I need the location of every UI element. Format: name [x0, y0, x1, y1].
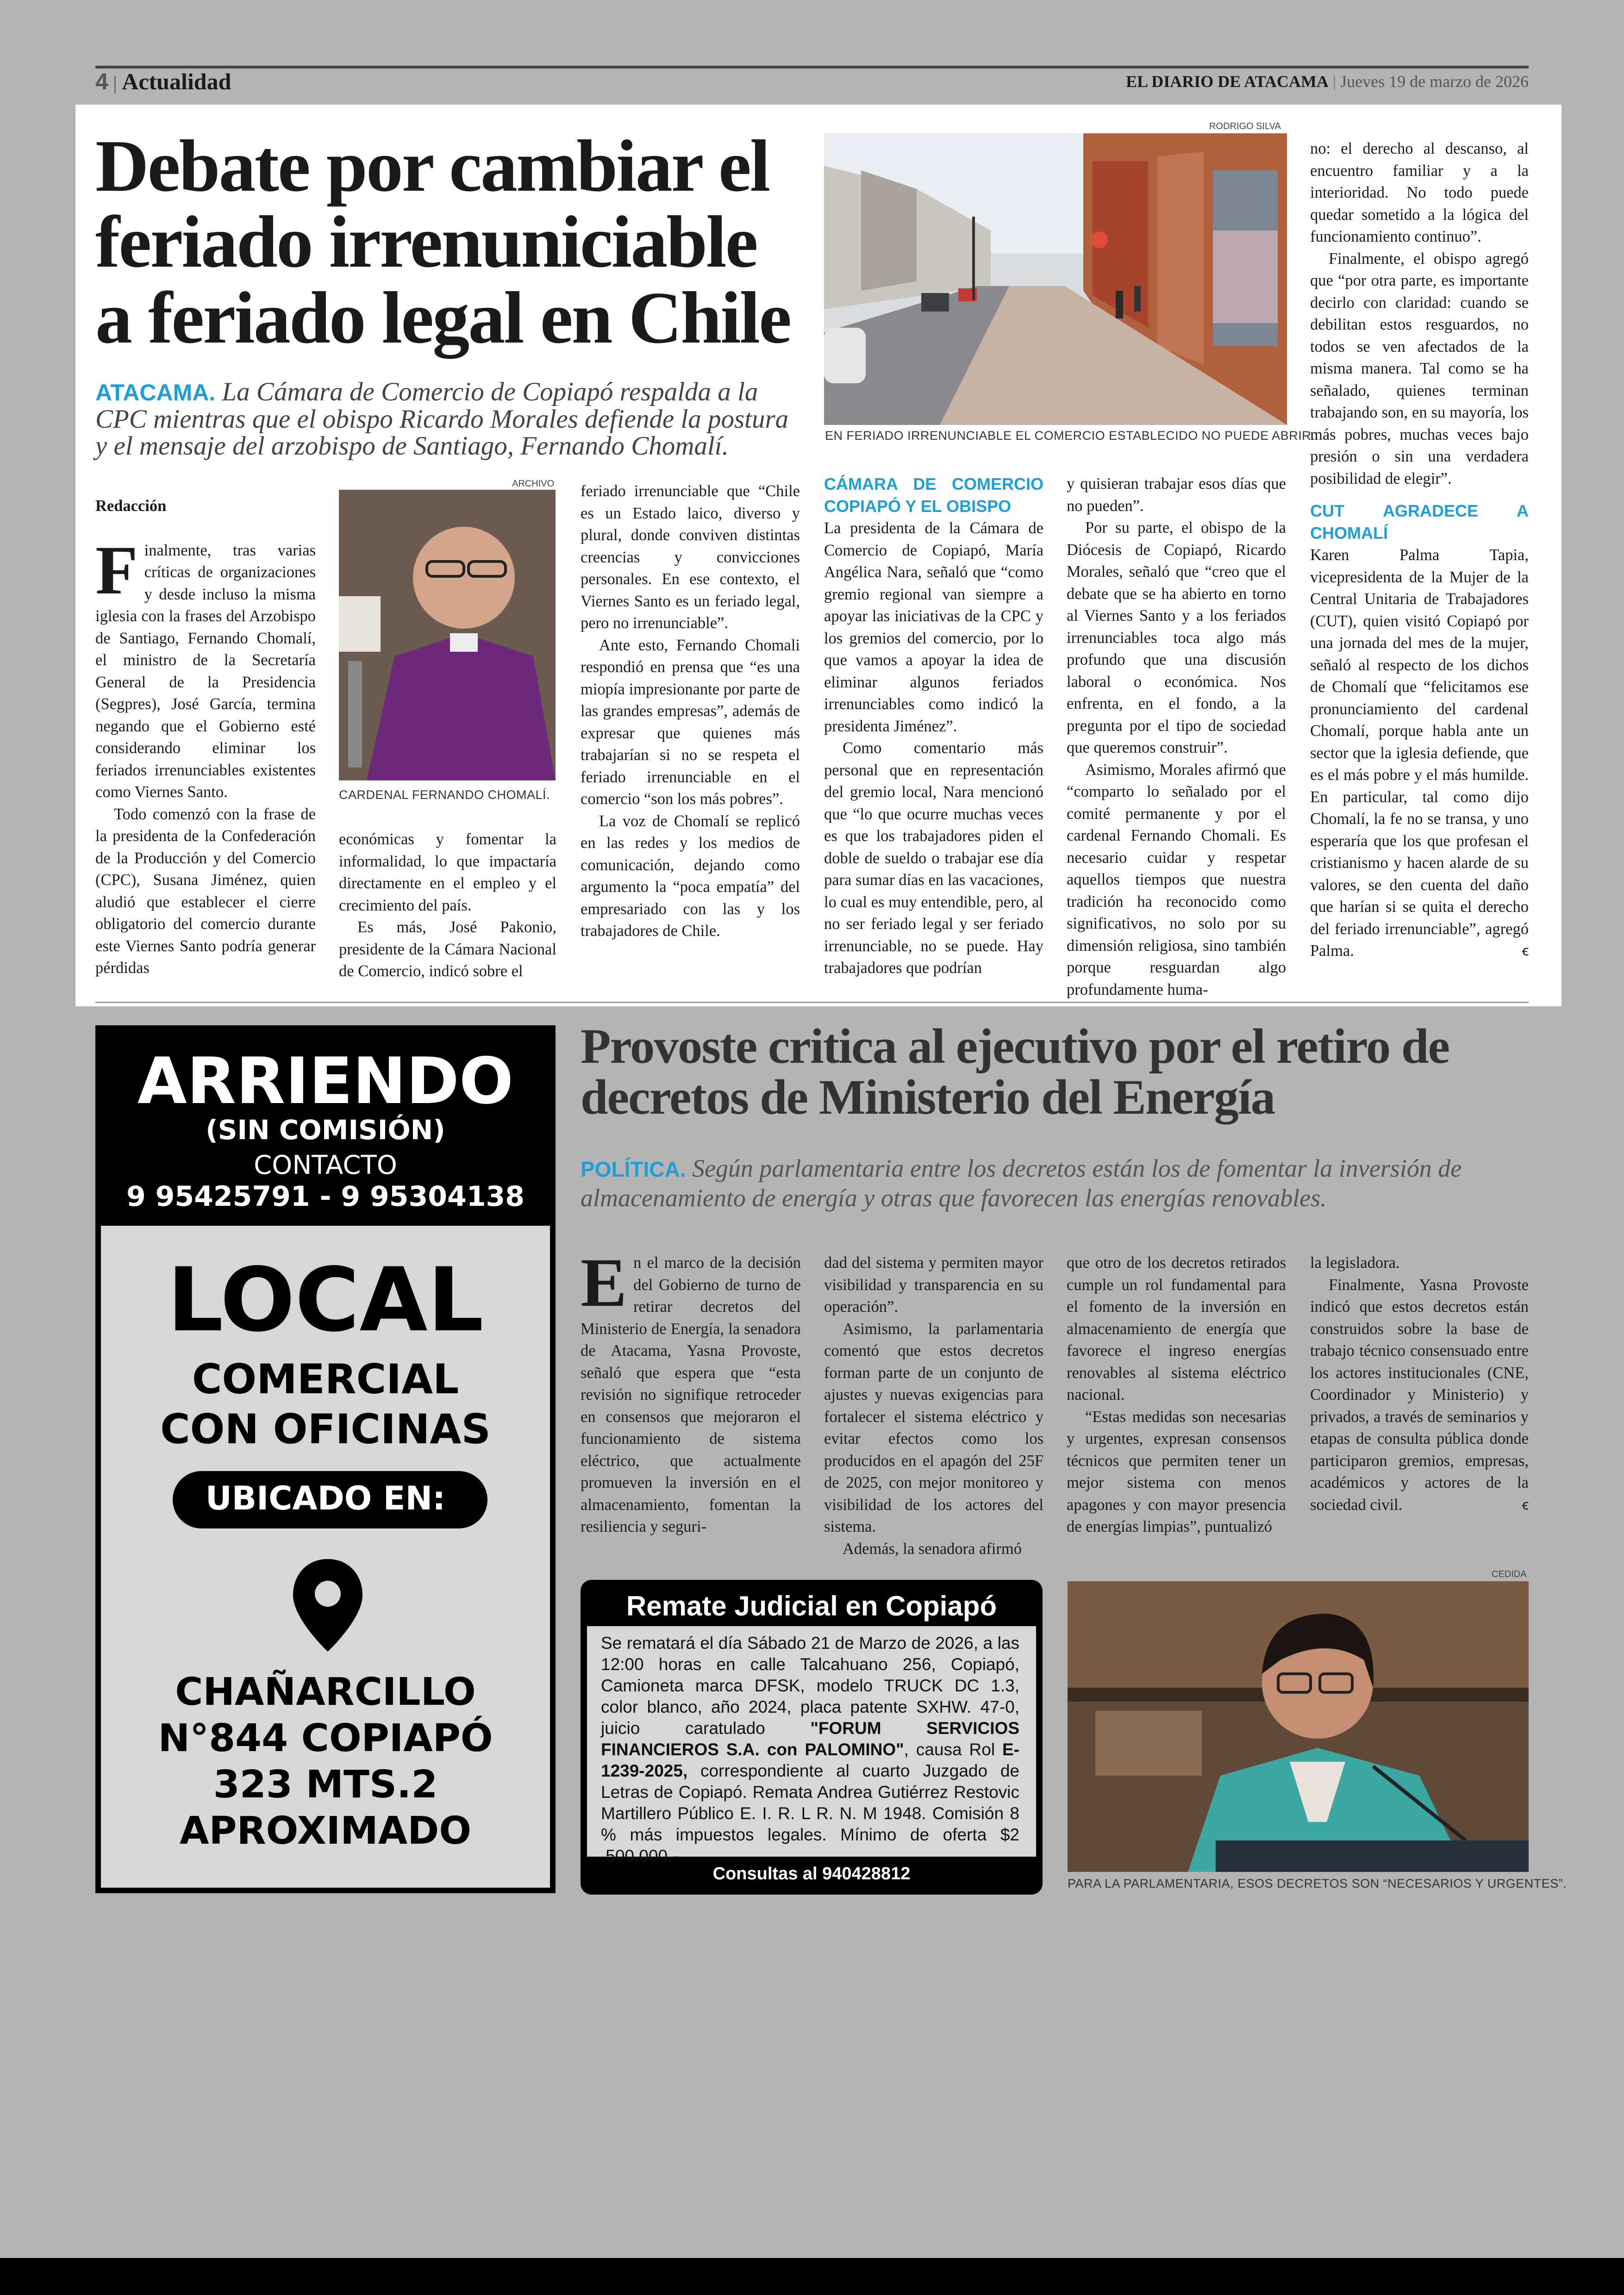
article2-title: Provoste critica al ejecutivo por el retiro de decretos de Ministerio del Energía — [581, 1019, 1449, 1125]
auction-contact: Consultas al 940428812 — [712, 1864, 911, 1883]
article1-dek: ATACAMA. La Cámara de Comercio de Copiapó respalda a la CPC mientras que el obispo Ricardo Morales defiende la postura y el mensaje del arzobispo de Santiago, Fernando Chomalí. — [95, 377, 789, 461]
ad-arriendo: ARRIENDO — [137, 1044, 514, 1118]
article1-column-3: feriado irrenunciable que “Chile es un Estado laico, diverso y plural, donde conviven distintas creencias y convicciones personales. En ese contexto, el Viernes Santo es un feriado legal, pero no irrenunciable”. Ante esto, Fernando Chomali respondió en prensa que “es una miopía impresionante por parte de las grandes empresas”, además de expresar que quienes más trabajarían si no se respeta el feriado irrenunciable en el comercio “son los más pobres”. La voz de Chomalí se replicó en las redes y los medios de comunicación, dejando como argumento la “poca empatía” del empresariado con las y los trabajadores de Chile. — [581, 482, 800, 940]
subhead-cut: CUT AGRADECE A CHOMALÍ — [1310, 501, 1529, 543]
article1-dropcap: F — [95, 531, 138, 609]
article2-column-2: dad del sistema y permiten mayor visibilidad y transparencia en su operación”. Asimismo, la parlamentaria comentó que estos decretos forman parte de un conjunto de ajustes y nuevas exigencias para fortalecer el sistema eléctrico y evitar efectos como los producidos en el apagón del 25F de 2025, con mejor monitoreo y visibilidad de los actores del sistema. Además, la senadora afirmó — [824, 1254, 1043, 1558]
photo3-caption: PARA LA PARLAMENTARIA, ESOS DECRETOS SON “NECESARIOS Y URGENTES”. — [1068, 1877, 1567, 1890]
page-header: 4 | Actualidad EL DIARIO DE ATACAMA | Jueves 19 de marzo de 2026 — [95, 69, 1529, 94]
photo2-credit: RODRIGO SILVA — [1209, 121, 1281, 131]
bottom-bar — [0, 2258, 1624, 2295]
article2-dropcap: E — [581, 1244, 627, 1321]
location-pin-icon — [293, 1559, 362, 1652]
ad-phones: 9 95425791 - 9 95304138 — [126, 1180, 525, 1213]
ad-address-number: N°844 COPIAPÓ — [158, 1716, 493, 1760]
ad-area: 323 MTS.2 — [213, 1763, 438, 1807]
article1-column-6: no: el derecho al descanso, al encuentro familiar y a la interioridad. No todo puede quedar sometido a la lógica del funcionamiento continuo”. Finalmente, el obispo agregó que “por otra parte, es importante decirlo con claridad: cuando se debilitan estos resguardos, no todos se ven afectados de la misma manera. Tal como se ha señalado, quienes terminan trabajando son, en su mayoría, los más pobres, muchas veces bajo presión o sin una verdadera posibilidad de elegir”. CUT AGRADECE A CHOMALÍ Karen Palma Tapia, vicepresidenta de la Mujer de la Central Unitaria de Trabajadores (CUT), quien visitó Copiapó por una jornada del mes de la mujer, señaló al respecto de los dichos de Chomalí que “felicitamos ese pronunciamiento del cardenal Chomalí, porque habla ante un sector que la iglesia defiende, que es el más pobre y el más humilde. En particular, tal como dijo Chomalí, la fe no se transa, y uno esperaría que los que profesan el cristianismo y hacen alarde de su valores, se den cuenta del daño que harían si se quita el derecho del feriado irrenunciable”, agregó Palma. ꞓ — [1310, 138, 1529, 962]
section-divider — [95, 1002, 1529, 1003]
senator-photo — [1068, 1581, 1529, 1872]
article1-column-5: y quisieran trabajar esos días que no pueden”. Por su parte, el obispo de la Diócesis de Copiapó, Ricardo Morales, señaló que “creo que el debate que se ha abierto en torno al Viernes Santo y a los feriados irrenunciables toca algo más profundo que una discusión laboral o económica. Nos enfrenta, en el fondo, a la pregunta por el tipo de sociedad que queremos construir”. Asimismo, Morales afirmó que “comparto lo señalado por el comité permanente y por el cardenal Fernando Chomali. Es necesario cuidar y respetar aquellos tiempos que nuestra tradición ha reconocido como significativos, no solo por su dimensión religiosa, sino también porque resguardan algo profundamente huma- — [1067, 475, 1286, 998]
end-mark: ꞓ — [1522, 943, 1529, 959]
ad-oficinas: CON OFICINAS — [160, 1405, 491, 1453]
article2-column-4: la legisladora. Finalmente, Yasna Provoste indicó que estos decretos están construidos sobre la base de trabajo técnico consensuado entre los actores institucionales (CNE, Coordinador y Ministerio) y privados, a través de seminarios y etapas de consulta pública donde participaron gremios, empresas, académicos y actores de la sociedad civil. ꞓ — [1310, 1252, 1529, 1516]
photo3-credit: CEDIDA — [1492, 1569, 1527, 1579]
page-number: 4 — [95, 69, 108, 94]
article1-title: Debate por cambiar el feriado irrenuniciable a feriado legal en Chile — [95, 125, 791, 359]
header-rule — [95, 66, 1529, 69]
article1-kicker: ATACAMA. — [95, 380, 216, 405]
article2-kicker: POLÍTICA. — [581, 1157, 686, 1181]
ad-address-street: CHAÑARCILLO — [175, 1670, 476, 1714]
auction-title: Remate Judicial en Copiapó — [626, 1590, 997, 1621]
rental-ad — [95, 1025, 556, 1893]
article1-column-4: CÁMARA DE COMERCIO COPIAPÓ Y EL OBISPO La presidenta de la Cámara de Comercio de Copiapó, María Angélica Nara, señaló que “como gremio regional van siempre a apoyar las iniciativas de la CPC y los gremios del comercio, por lo que vamos a apoyar la idea de eliminar algunos feriados irrenunciables como indicó la presidenta Jiménez”. Como comentario más personal que en representación del gremio local, Nara mencionó que “lo que ocurre muchas veces es que los trabajadores piden el doble de sueldo o trabajar ese día para sumar días en las vacaciones, lo cual es muy entendible, pero, al no ser feriado legal y ser feriado irrenunciable, no se puede. Hay trabajadores que podrían — [824, 473, 1043, 979]
section-name: Actualidad — [122, 69, 231, 94]
ad-contacto: CONTACTO — [254, 1150, 397, 1180]
subhead-camara: CÁMARA DE COMERCIO COPIAPÓ Y EL OBISPO — [824, 474, 1043, 516]
article2-dek: POLÍTICA. Según parlamentaria entre los decretos están los de fomentar la inversión de almacenamiento de energía y otras que favorecen las energías renovables. — [581, 1154, 1462, 1212]
cardinal-portrait-photo — [339, 490, 556, 780]
article2-column-3: que otro de los decretos retirados cumple un rol fundamental para el fomento de la inversión en almacenamiento de energía que favorece el ingreso energías renovables al sistema eléctrico nacional. “Estas medidas son necesarias y urgentes, expresan consensos técnicos que permiten tener un mejor sistema con menos apagones y con mayor presencia de energías limpias”, puntualizó — [1067, 1254, 1286, 1535]
photo2-caption: EN FERIADO IRRENUNCIABLE EL COMERCIO ESTABLECIDO NO PUEDE ABRIR. — [825, 429, 1315, 443]
auction-body: Se rematará el día Sábado 21 de Marzo de 2026, a las 12:00 horas en calle Talcahuano 256, Copiapó, Camioneta marca DFSK, modelo TRUCK DC 1.3, color blanco, año 2024, placa patente SXHW. 47-0, juicio caratulado "FORUM SERVICIOS FINANCIEROS S.A. con PALOMINO", causa Rol E-1239-2025, correspondiente al cuarto Juzgado de Letras de Copiapó. Remata Andrea Gutiérrez Restovic Martillero Público E. I. R. L R. N. M 1948. Comisión 8 % más impuestos legales. Mínimo de oferta $2 .500.000.- — [587, 1626, 1036, 1857]
ad-comercial: COMERCIAL — [192, 1355, 459, 1403]
issue-date: Jueves 19 de marzo de 2026 — [1340, 72, 1529, 91]
ad-inner-panel — [101, 1226, 550, 1888]
photo1-credit: ARCHIVO — [512, 479, 555, 489]
article1-column-1: Redacción Finalmente, tras varias críticas de organizaciones y desde incluso la misma iglesia con la frases del Arzobispo de Santiago, Fernando Chomalí, el ministro de la Secretaría General de la Presidencia (Segpres), José García, termina negando que el Gobierno esté considerando eliminar los feriados irrenunciables existentes como Viernes Santo. Todo comenzó con la frase de la presidenta de la Confederación de la Producción y del Comercio (CPC), Susana Jiménez, quien aludió que establecer el cierre obligatorio del comercio durante este Viernes Santo podría generar pérdidas — [95, 495, 316, 979]
article1-column-2: económicas y fomentar la informalidad, lo que impactaría directamente en el empleo y el crecimiento del país. Es más, José Pakonio, presidente de la Cámara Nacional de Comercio, indicó sobre el — [339, 830, 556, 980]
street-photo — [824, 133, 1287, 425]
byline: Redacción — [95, 497, 167, 515]
ad-sin-comision: (SIN COMISIÓN) — [206, 1114, 445, 1146]
ad-ubicado: UBICADO EN: — [205, 1479, 446, 1517]
ad-aproximado: APROXIMADO — [179, 1809, 472, 1853]
article2-column-1: En el marco de la decisión del Gobierno de turno de retirar decretos del Ministerio de Energía, la senadora de Atacama, Yasna Provoste, señaló que espera que “esta revisión no signifique retroceder en consensos que mejoraron el funcionamiento de sistema eléctrico, que actualmente promueven la inversión en el almacenamiento, fomentan la resiliencia y seguri- — [581, 1244, 801, 1535]
paper-name: EL DIARIO DE ATACAMA — [1126, 72, 1329, 91]
auction-notice — [581, 1580, 1043, 1895]
end-mark-2: ꞓ — [1522, 1497, 1529, 1513]
ad-local: LOCAL — [167, 1249, 484, 1351]
photo1-caption: CARDENAL FERNANDO CHOMALÍ. — [339, 788, 550, 802]
